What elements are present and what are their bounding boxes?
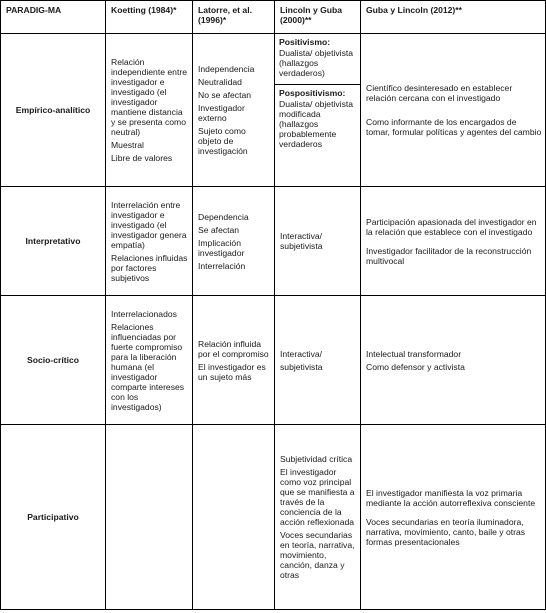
list-item: Como defensor y activista xyxy=(366,361,465,372)
list-item: Dependencia xyxy=(198,211,249,222)
list-item: El investigador es un sujeto más xyxy=(198,361,266,382)
paradigm-name: Empírico-analítico xyxy=(1,34,106,187)
header-lincoln-guba: Lincoln y Guba (2000)** xyxy=(275,1,361,34)
lincoln-guba-cell xyxy=(275,187,361,296)
list-item: Investigador facilitador de la reconstrucción multivocal xyxy=(366,245,532,266)
lincoln-guba-cell xyxy=(275,34,361,187)
guba-lincoln-cell xyxy=(361,425,546,610)
table-row-interpretativo xyxy=(1,187,546,296)
guba-lincoln-cell xyxy=(361,34,546,187)
list-item: Participación apasionada del investigador en la relación que establece con el investigado xyxy=(366,216,537,237)
list-item: Investigador externo xyxy=(198,103,245,123)
list-item: Como informante de los encargados de tomar, formular políticas y agentes del cambio xyxy=(366,117,542,137)
positivismo-block xyxy=(275,34,360,85)
table-row-participativo xyxy=(1,425,546,610)
list-item: Interrelación xyxy=(198,260,246,271)
list-item: No se afectan xyxy=(198,90,252,100)
header-koetting: Koetting (1984)* xyxy=(106,1,193,34)
list-item: Relación independiente entre investigador e investigado (el investigador mantiene distancia y se presenta como neutral) xyxy=(111,57,187,137)
koetting-cell xyxy=(106,187,193,296)
latorre-cell xyxy=(193,34,275,187)
list-item: Relaciones influenciadas por fuerte compromiso para la liberación humana (el investigador comparte intereses con los investigados) xyxy=(111,321,185,412)
list-item: Científico desinteresado en establecer relación cercana con el investigado xyxy=(366,83,513,103)
list-item: Intelectual transformador xyxy=(366,348,462,359)
positivismo-title: Positivismo: xyxy=(279,37,331,47)
list-item: Neutralidad xyxy=(198,77,242,87)
list-item: Interactiva/ xyxy=(280,348,323,359)
list-item: Sujeto como objeto de investigación xyxy=(198,126,248,156)
header-row xyxy=(1,1,546,34)
koetting-cell-empty xyxy=(106,425,193,610)
pospositivismo-text: Dualista/ objetivista modificada (hallazgos probablemente verdaderos xyxy=(279,99,354,149)
paradigm-name: Socio-crítico xyxy=(1,296,106,425)
pospositivismo-block xyxy=(275,85,360,152)
list-item: Voces secundarias en teoría, narrativa, movimiento, canción, danza y otras xyxy=(280,530,355,580)
list-item: Muestral xyxy=(111,140,144,150)
table-row-empirico-analitico xyxy=(1,34,546,187)
list-item: El investigador como voz principal que se manifiesta a través de la conciencia de la acción reflexionada xyxy=(280,467,355,527)
list-item: Independencia xyxy=(198,64,255,74)
list-item: Subjetividad crítica xyxy=(280,454,353,464)
list-item: Libre de valores xyxy=(111,153,173,163)
header-guba-lincoln: Guba y Lincoln (2012)** xyxy=(361,1,546,34)
list-item: Interrelación entre investigador e investigado (el investigador genera empatía) xyxy=(111,199,187,250)
list-item: Relaciones influidas por factores subjetivos xyxy=(111,252,188,283)
paradigm-name: Interpretativo xyxy=(1,187,106,296)
list-item: Interrelacionados xyxy=(111,308,177,319)
paradigm-name: Participativo xyxy=(1,425,106,610)
table-row-socio-critico xyxy=(1,296,546,425)
header-paradigm: PARADIG-MA xyxy=(1,1,106,34)
latorre-cell-empty xyxy=(193,425,275,610)
list-item: El investigador manifiesta la voz primaria mediante la acción autorreflexiva consciente xyxy=(366,487,536,508)
list-item: Implicación investigador xyxy=(198,237,245,258)
guba-lincoln-cell xyxy=(361,187,546,296)
guba-lincoln-cell xyxy=(361,296,546,425)
latorre-cell xyxy=(193,296,275,425)
list-item: subjetivista xyxy=(280,361,323,372)
header-latorre: Latorre, et al. (1996)* xyxy=(193,1,275,34)
koetting-cell xyxy=(106,34,193,187)
list-item: Interactiva/ subjetivista xyxy=(280,231,323,251)
lincoln-guba-cell xyxy=(275,296,361,425)
latorre-cell xyxy=(193,187,275,296)
list-item: Se afectan xyxy=(198,224,240,235)
pospositivismo-title: Pospositivismo: xyxy=(279,88,346,98)
list-item: Voces secundarias en teoría iluminadora, narrativa, movimiento, canto, baile y otras formas presentacionales xyxy=(366,516,526,547)
lincoln-guba-cell xyxy=(275,425,361,610)
koetting-cell xyxy=(106,296,193,425)
list-item: Relación influida por el compromiso xyxy=(198,338,269,359)
positivismo-text: Dualista/ objetivista (hallazgos verdaderos) xyxy=(279,48,354,78)
